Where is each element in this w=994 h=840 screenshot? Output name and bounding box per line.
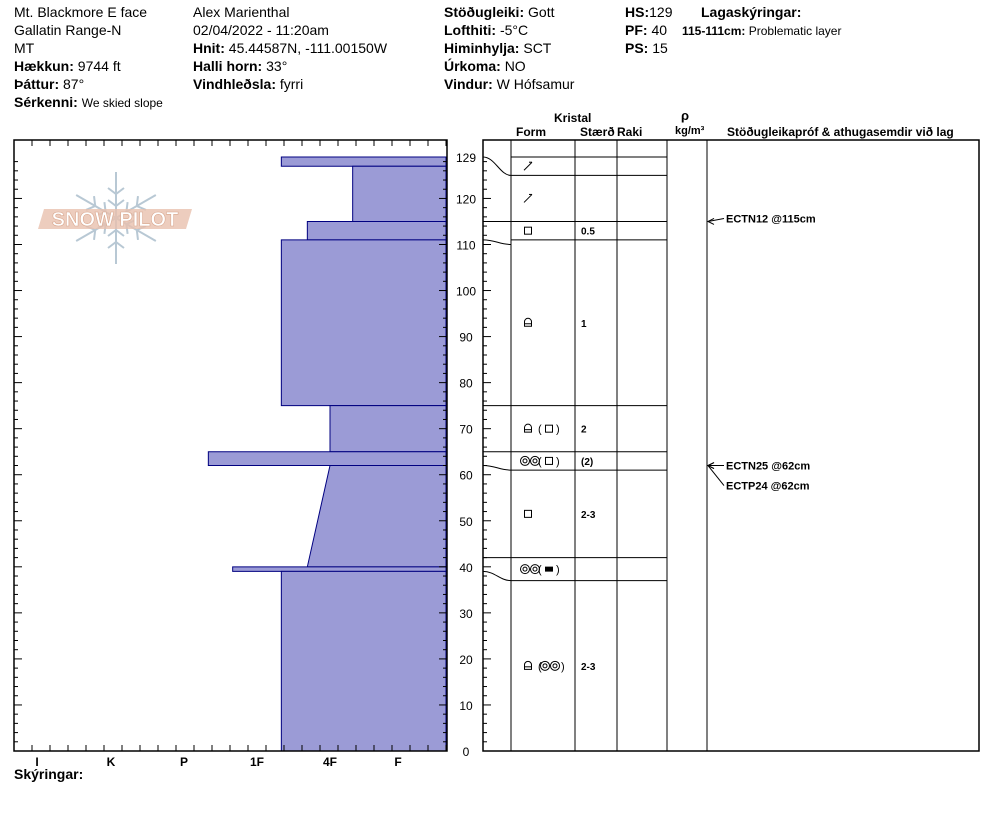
hs-label: HS:	[625, 4, 650, 20]
depth-tick-label: 10	[459, 698, 473, 713]
hardness-tick-label: 1F	[249, 755, 265, 769]
crystal-size: (2)	[581, 456, 594, 468]
test-label: ECTP24 @62cm	[726, 480, 810, 493]
slope-label: Halli horn:	[193, 58, 263, 74]
wind-value: W Hófsamur	[496, 76, 575, 92]
pf-label: PF:	[625, 22, 648, 38]
crystal-size: 1	[581, 318, 587, 330]
depth-tick-label: 60	[459, 468, 473, 483]
stability-tests	[708, 213, 816, 492]
meltfreeze-icon	[523, 459, 527, 463]
col-density-symbol: ρ	[681, 108, 690, 123]
depth-tick-label: 90	[459, 330, 473, 345]
newsnow-icon	[524, 162, 532, 170]
depth-tick-label: 0	[462, 745, 470, 759]
crystal-size: 2-3	[581, 661, 596, 673]
depth-tick-label: 129	[455, 151, 477, 165]
aspect-label: Þáttur:	[14, 76, 60, 92]
hardness-bar	[208, 452, 446, 466]
depth-tick-label: 20	[459, 652, 473, 667]
parenthesis: (	[538, 423, 542, 436]
chart-frames	[14, 140, 979, 751]
test-arrow-icon	[708, 218, 714, 224]
ps-label: PS:	[625, 40, 649, 56]
precip-value: NO	[504, 58, 526, 74]
sky-value: SCT	[523, 40, 552, 56]
slope-value: 33°	[266, 58, 288, 74]
layer-note-range: 115-111cm:	[682, 24, 746, 38]
air-temp-value: -5°C	[499, 22, 529, 38]
meltfreeze-icon	[543, 664, 547, 668]
location-name: Mt. Blackmore E face	[14, 4, 148, 20]
depth-tick-label: 40	[459, 560, 473, 575]
coords-value: 45.44587N, -111.00150W	[228, 40, 388, 56]
col-tests: Stöðugleikapróf & athugasemdir við lag	[727, 125, 954, 139]
state: MT	[14, 40, 35, 56]
parenthesis: (	[538, 660, 542, 673]
ps-value: 15	[652, 40, 668, 56]
strat-frame	[483, 140, 979, 751]
wind-loading-value: fyrri	[279, 76, 304, 92]
hs-value: 129	[649, 4, 673, 20]
test-label: ECTN12 @115cm	[726, 213, 816, 226]
meltfreeze-icon	[553, 664, 557, 668]
meltfreeze-icon	[523, 567, 527, 571]
aspect-value: 87°	[63, 76, 85, 92]
hardness-bar	[330, 406, 446, 452]
boundary-connector	[483, 466, 511, 471]
hardness-bar	[233, 567, 446, 572]
snowpilot-logo	[38, 172, 192, 264]
feature-label: Sérkenni:	[14, 94, 78, 110]
parenthesis: )	[556, 455, 560, 468]
footer-label: Skýringar:	[14, 766, 84, 782]
col-size: Stærð	[580, 125, 615, 139]
depth-tick-label: 120	[455, 192, 477, 207]
observation-datetime: 02/04/2022 - 11:20am	[193, 22, 329, 38]
air-temp-label: Lofthiti:	[444, 22, 497, 38]
col-form: Form	[516, 125, 546, 139]
rounding-facet-icon	[525, 318, 532, 326]
hardness-bar	[281, 157, 446, 166]
sky-label: Himinhylja:	[444, 40, 520, 56]
hardness-tick-label: F	[394, 755, 402, 769]
crystal-size: 2-3	[581, 509, 596, 521]
depth-tick-label: 50	[459, 514, 473, 529]
observer: Alex Marienthal	[193, 4, 290, 20]
col-density-unit: kg/m³	[675, 125, 705, 137]
boundary-connector	[483, 571, 511, 580]
ice-icon	[545, 567, 553, 572]
parenthesis: )	[556, 423, 560, 436]
pf-value: 40	[651, 22, 668, 38]
col-moisture: Raki	[617, 125, 643, 139]
depth-tick-label: 80	[459, 376, 473, 391]
parenthesis: (	[538, 455, 542, 468]
wind-loading-label: Vindhleðsla:	[193, 76, 276, 92]
rounding-facet-icon	[525, 661, 532, 669]
hardness-tick-label: I	[35, 755, 39, 769]
faceted-icon	[525, 227, 532, 234]
hardness-bar	[307, 466, 446, 567]
meltfreeze-icon	[533, 459, 537, 463]
faceted-icon	[546, 457, 553, 464]
crystal-size: 0.5	[581, 226, 595, 238]
stability-label: Stöðugleiki:	[444, 4, 525, 20]
test-label: ECTN25 @62cm	[726, 460, 811, 473]
boundary-connector	[483, 240, 511, 245]
depth-tick-label: 110	[456, 238, 476, 253]
elevation-value: 9744 ft	[77, 58, 121, 74]
precip-label: Úrkoma:	[444, 58, 501, 74]
coords-label: Hnit:	[193, 40, 225, 56]
parenthesis: (	[538, 564, 542, 577]
meltfreeze-icon	[541, 661, 550, 670]
parenthesis: )	[561, 660, 565, 673]
test-leader	[708, 466, 724, 486]
rounding-facet-icon	[525, 424, 532, 432]
meltfreeze-icon	[521, 456, 530, 465]
boundary-connector	[483, 157, 511, 175]
faceted-icon	[525, 510, 532, 517]
stability-value: Gott	[528, 4, 555, 20]
layer-note-text: Problematic layer	[748, 24, 842, 38]
newsnow-icon	[524, 194, 532, 202]
depth-tick-label: 100	[455, 284, 477, 299]
hardness-tick-label: K	[106, 755, 116, 769]
faceted-icon	[546, 425, 553, 432]
layer-notes-title: Lagaskýringar:	[701, 4, 802, 20]
hardness-bar	[307, 221, 446, 239]
parenthesis: )	[556, 564, 560, 577]
hardness-tick-label: P	[179, 755, 189, 769]
hardness-bar	[281, 571, 446, 751]
mountain-range: Gallatin Range-N	[14, 22, 122, 38]
depth-tick-label: 70	[459, 422, 473, 437]
hardness-bar	[353, 166, 446, 221]
col-crystal: Kristal	[554, 111, 592, 125]
hardness-profile	[208, 157, 446, 751]
meltfreeze-icon	[551, 661, 560, 670]
elevation-label: Hækkun:	[14, 58, 74, 74]
crystal-size: 2	[581, 424, 587, 436]
meltfreeze-icon	[521, 565, 530, 574]
feature-value: We skied slope	[81, 96, 163, 110]
depth-tick-label: 30	[459, 606, 473, 621]
meltfreeze-icon	[533, 567, 537, 571]
logo-text: SNOW PILOT	[51, 209, 179, 231]
wind-label: Vindur:	[444, 76, 493, 92]
hardness-bar	[281, 240, 446, 406]
hardness-tick-label: 4F	[322, 755, 338, 769]
